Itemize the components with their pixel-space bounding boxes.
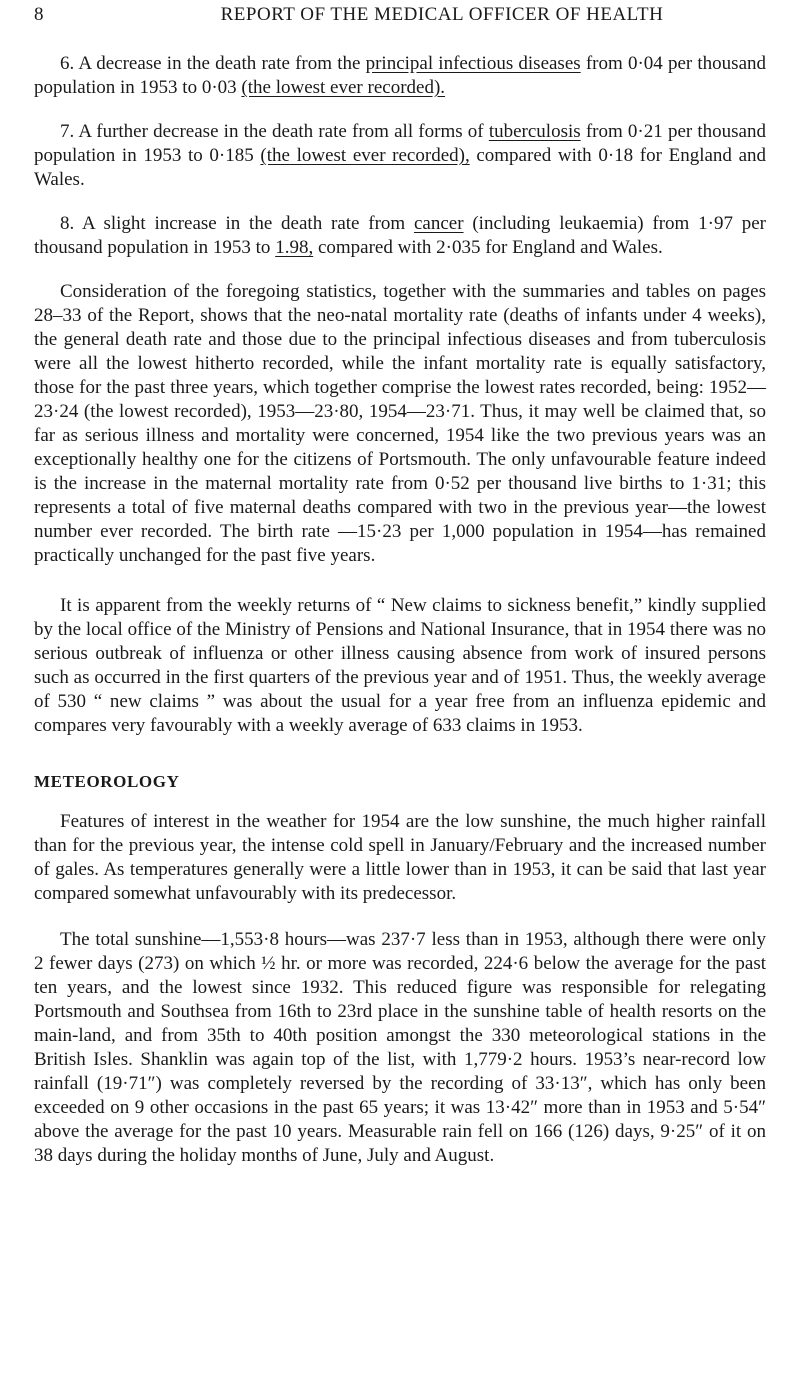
underlined-term: cancer	[413, 213, 464, 234]
item-7: 7. A further decrease in the death rate from all forms of tuberculosis from 0·21 per thousand population in 1953 to 0·185 (the lowest ever recorded), compared with 0·18 for England and Wales.	[34, 121, 766, 190]
page-number: 8	[34, 4, 44, 25]
underlined-note: 1.98,	[275, 237, 314, 258]
page-header	[34, 4, 764, 32]
section-heading-meteorology: METEOROLOGY	[34, 772, 180, 791]
item-8: 8. A slight increase in the death rate from cancer (including leukaemia) from 1·97 per thousand population in 1953 to 1.98, compared with 2·035 for England and Wales.	[34, 213, 766, 258]
underlined-term: principal infectious diseases	[365, 53, 581, 74]
underlined-note: (the lowest ever recorded),	[260, 145, 470, 166]
paragraph-consideration: Consideration of the foregoing statistics, together with the summaries and tables on pages 28–33 of the Report, shows that the neo-natal mortality rate (deaths of infants under 4 weeks), the general death rate and those due to the principal infectious diseases and from tuberculosis were all the lowest hitherto recorded, while the infant mortality rate is equally satisfactory, those for the past three years, which together comprise the lowest rates recorded, being: 1952—23·24 (the lowest recorded), 1953—23·80, 1954—23·71. Thus, it may well be claimed that, so far as serious illness and mortality were concerned, 1954 like the two previous years was an exceptionally healthy one for the citizens of Portsmouth. The only unfavourable feature indeed is the increase in the maternal mortality rate from 0·52 per thousand live births to 1·31; this represents a total of five maternal deaths compared with two in the previous year—the lowest number ever recorded. The birth rate —15·23 per 1,000 population in 1954—has remained practically unchanged for the past five years.	[34, 281, 766, 566]
paragraph-sickness-benefit: It is apparent from the weekly returns of “ New claims to sickness benefit,” kindly supplied by the local office of the Ministry of Pensions and National Insurance, that in 1954 there was no serious outbreak of influenza or other illness causing absence from work of insured persons such as occurred in the first quarters of the previous year and of 1951. Thus, the weekly average of 530 “ new claims ” was about the usual for a year free from an influenza epidemic and compares very favourably with a weekly average of 633 claims in 1953.	[34, 595, 766, 736]
item-6: 6. A decrease in the death rate from the principal infectious diseases from 0·04 per thousand population in 1953 to 0·03 (the lowest ever recorded).	[34, 53, 766, 98]
underlined-note: (the lowest ever recorded).	[241, 77, 446, 98]
paragraph-weather-features: Features of interest in the weather for 1954 are the low sunshine, the much higher rainfall than for the previous year, the intense cold spell in January/February and the increased number of gales. As temperatures generally were a little lower than in 1953, it can be said that last year compared somewhat unfavourably with its predecessor.	[34, 811, 766, 904]
underlined-term: tuberculosis	[488, 121, 581, 142]
paragraph-sunshine-rainfall: The total sunshine—1,553·8 hours—was 237·7 less than in 1953, although there were only 2 fewer days (273) on which ½ hr. or more was recorded, 224·6 below the average for the past ten years, and the lowest since 1932. This reduced figure was responsible for relegating Portsmouth and Southsea from 16th to 23rd place in the sunshine table of health resorts on the main-land, and from 35th to 40th position amongst the 330 meteorological stations in the British Isles. Shanklin was again top of the list, with 1,779·2 hours. 1953’s near-record low rainfall (19·71″) was completely reversed by the recording of 33·13″, which has only been exceeded on 9 other occasions in the past 65 years; it was 13·42″ more than in 1953 and 5·54″ above the average for the past 10 years. Measurable rain fell on 166 (126) days, 9·25″ of it on 38 days during the holiday months of June, July and August.	[34, 929, 766, 1166]
report-body	[34, 52, 766, 1168]
running-title: REPORT OF THE MEDICAL OFFICER OF HEALTH	[220, 4, 664, 25]
